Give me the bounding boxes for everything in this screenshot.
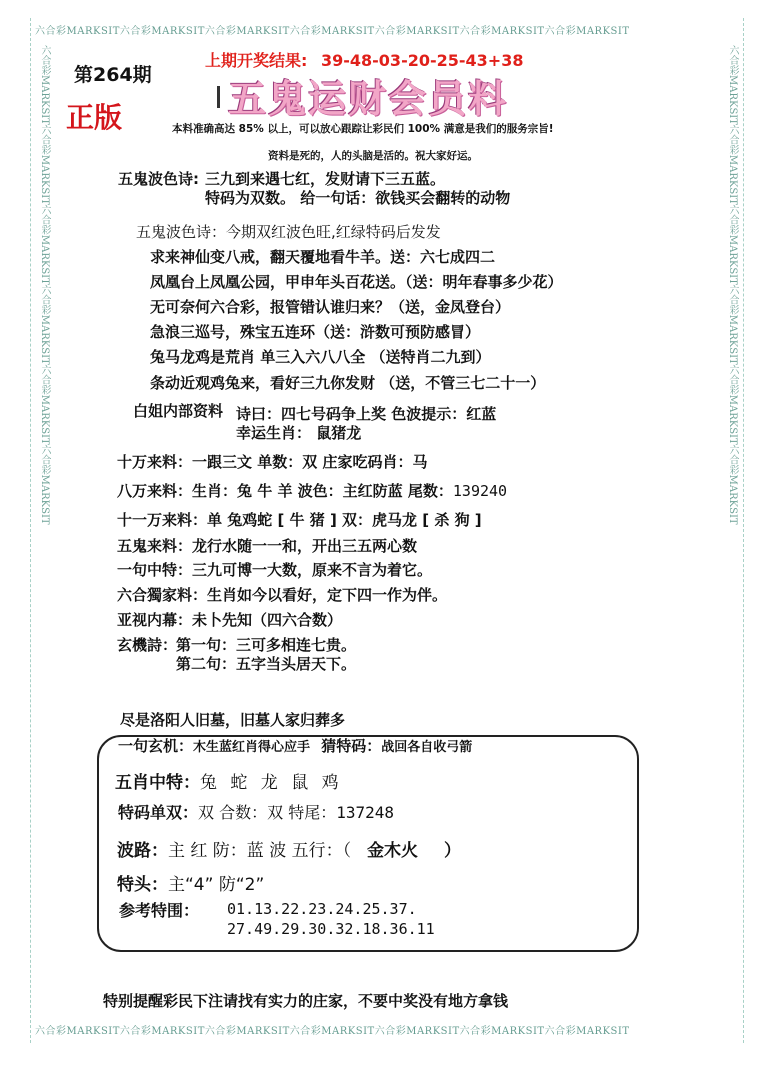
line-mystic-2: 第二句：五字当头居天下。 [176, 655, 357, 673]
section2-line-5: 兔马龙鸡是荒肖 单三入六八八全 （送特肖二九到） [150, 348, 491, 366]
line-80k-number: 139240 [452, 482, 508, 500]
title-marker [217, 86, 220, 108]
box-head-label: 特头： [117, 875, 168, 895]
accuracy-note: 本料准确高达 85% 以上，可以放心跟踪让彩民们 100% 满意是我们的服务宗旨! [172, 123, 554, 135]
box-wave-close: ） [443, 841, 461, 861]
line-80k [117, 480, 507, 501]
line-100k [117, 451, 427, 472]
line-110k [117, 509, 482, 530]
box-five-label: 五肖中特： [115, 773, 200, 793]
line-exclusive-label: 六合獨家料： [117, 586, 208, 604]
line-110k-label: 十一万来料： [117, 511, 208, 529]
line-mystic-label: 玄機詩： [117, 636, 178, 654]
watermark-bottom: 六合彩MARKSIT六合彩MARKSIT六合彩MARKSIT六合彩MARKSIT六合彩MARKSIT六合彩MARKSIT六合彩MARKSIT [35, 1026, 630, 1037]
line-mystic-1: 第一句：三可多相连七贵。 [176, 636, 357, 654]
insider-text-1: 诗曰：四七号码争上奖 色波提示：红蓝 [236, 405, 497, 423]
poem-line-1: 三九到来遇七红，发财请下三五蓝。 [205, 170, 446, 188]
line-one-sentence-label: 一句中特： [117, 561, 193, 579]
luck-note: 资料是死的，人的头脑是活的。祝大家好运。 [268, 150, 478, 162]
box-guess-text: 战回各自收弓箭 [381, 740, 473, 755]
section2-line-2: 凤凰台上凤凰公园，甲申年头百花送。（送：明年春事多少花） [150, 273, 563, 291]
line-110k-text: 单 兔鸡蛇 [ 牛 猪 ] 双：虎马龙 [ 杀 狗 ] [207, 511, 482, 529]
insider-label: 白姐内部资料 [133, 402, 224, 420]
line-five-ghost [117, 535, 417, 556]
section2-line-6: 条动近观鸡兔来，看好三九你发财 （送，不管三七二十一） [150, 374, 546, 392]
line-five-ghost-text: 龙行水随一一和，开出三五两心数 [192, 537, 418, 555]
box-tail-number: 137248 [336, 803, 394, 822]
line-five-ghost-label: 五鬼来料： [117, 537, 193, 555]
line-exclusive [117, 584, 447, 605]
last-result-label: 上期开奖结果: [205, 51, 308, 70]
last-result-numbers: 39-48-03-20-25-43+38 [320, 51, 524, 70]
box-ref-line-2: 27.49.29.30.32.18.36.11 [227, 920, 435, 938]
box-five [115, 768, 343, 793]
line-one-sentence-text: 三九可博一大数，原来不言为着它。 [192, 561, 433, 579]
box-ref-line-1: 01.13.22.23.24.25.37. [227, 900, 417, 918]
section2-line-0: 五鬼波色诗：今期双红波色旺,红绿特码后发发 [136, 223, 441, 241]
genuine-stamp: 正版 [66, 101, 123, 134]
section2-line-4: 急浪三巡号，殊宝五连环（送：浒数可预防感冒） [150, 323, 481, 341]
watermark-left: 六合彩MARKSIT六合彩MARKSIT六合彩MARKSIT六合彩MARKSIT六合彩MARKSIT六合彩MARKSIT [39, 45, 50, 525]
line-100k-text: 一跟三文 单数：双 庄家吃码肖：马 [192, 453, 428, 471]
box-five-text: 兔 蛇 龙 鼠 鸡 [200, 773, 343, 793]
watermark-top: 六合彩MARKSIT六合彩MARKSIT六合彩MARKSIT六合彩MARKSIT六合彩MARKSIT六合彩MARKSIT六合彩MARKSIT [35, 26, 630, 37]
box-guess-label: 猜特码： [321, 737, 382, 755]
box-odd-even [118, 800, 394, 823]
box-wave [117, 836, 461, 861]
poem-line-2: 特码为双数。 给一句话：欲钱买会翻转的动物 [205, 189, 511, 207]
footer-warning: 特别提醒彩民下注请找有实力的庄家，不要中奖没有地方拿钱 [103, 992, 509, 1010]
line-atv-text: 未卜先知（四六合数） [192, 611, 343, 629]
box-ref-label: 参考特围： [119, 901, 200, 920]
box-wave-label: 波路： [117, 841, 168, 861]
page-title: 五鬼运财会员料 [228, 76, 509, 121]
watermark-right: 六合彩MARKSIT六合彩MARKSIT六合彩MARKSIT六合彩MARKSIT六合彩MARKSIT六合彩MARKSIT [727, 45, 738, 525]
line-exclusive-text: 生肖如今以看好，定下四一作为伴。 [207, 586, 448, 604]
line-atv-label: 亚视内幕： [117, 611, 193, 629]
box-head-text: 主“4” 防“2” [168, 875, 265, 895]
line-100k-label: 十万来料： [117, 453, 193, 471]
line-atv [117, 609, 342, 630]
line-one-sentence [117, 559, 432, 580]
issue-number: 第264期 [74, 64, 152, 86]
mid-verse: 尽是洛阳人旧墓，旧墓人家归葬多 [120, 711, 346, 729]
insider-text-2: 幸运生肖： 鼠猪龙 [236, 424, 362, 442]
box-xuanji [118, 735, 472, 756]
box-wave-text: 主 红 防：蓝 波 五行：（ [168, 841, 352, 861]
line-80k-text: 生肖：兔 牛 羊 波色：主红防蓝 尾数： [192, 482, 453, 500]
box-xuanji-text: 木生蓝红肖得心应手 [193, 740, 311, 755]
box-wave-element: 金木火 [367, 841, 419, 861]
box-xuanji-label: 一句玄机： [118, 737, 194, 755]
box-odd-even-label: 特码单双： [118, 803, 199, 822]
box-head [117, 870, 264, 895]
line-80k-label: 八万来料： [117, 482, 193, 500]
section2-line-1: 求来神仙变八戒，翻天覆地看牛羊。送：六七成四二 [150, 248, 496, 266]
section2-line-3: 无可奈何六合彩，报管错认谁归来？（送，金凤登台） [150, 298, 511, 316]
box-odd-even-text: 双 合数：双 特尾： [198, 803, 337, 822]
poem-label: 五鬼波色诗: [118, 170, 199, 188]
